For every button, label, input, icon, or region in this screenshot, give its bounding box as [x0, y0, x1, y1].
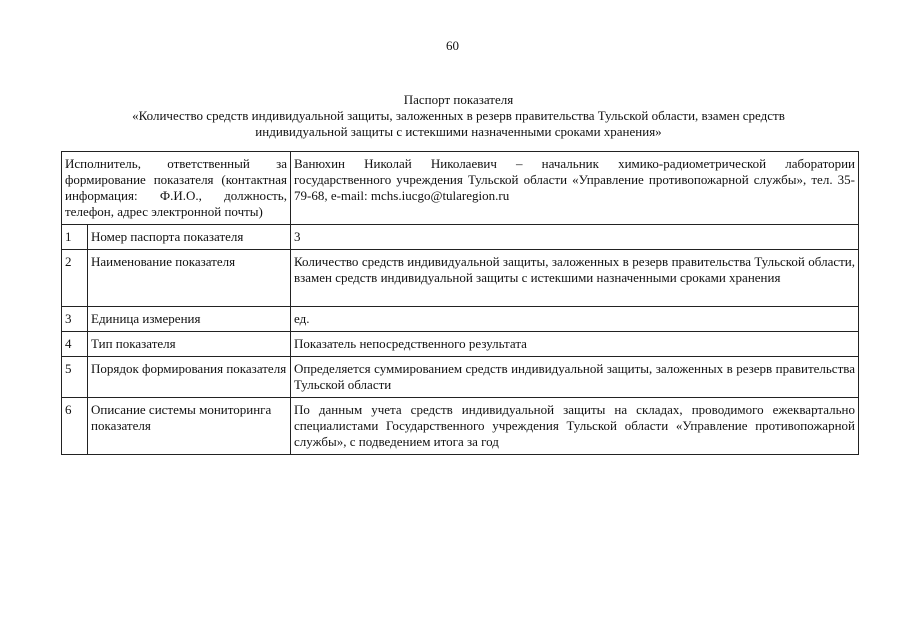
table-row — [62, 250, 859, 307]
row-number: 5 — [62, 357, 88, 398]
row-value: Показатель непосредственного результата — [291, 332, 859, 357]
title-line-2: «Количество средств индивидуальной защиты, заложенных в резерв правительства Тульской области, взамен средств — [132, 108, 785, 123]
passport-table — [61, 151, 859, 455]
table-row — [62, 357, 859, 398]
title-line-1: Паспорт показателя — [403, 92, 514, 107]
executor-value: Ванюхин Николай Николаевич – начальник химико-радиометрической лаборатории государственного учреждения Тульской области «Управление противопожарной службы», тел. 35-79-68, e-mail: mchs.iucgo@tularegion.ru — [291, 152, 859, 225]
row-label: Номер паспорта показателя — [88, 225, 291, 250]
row-number: 2 — [62, 250, 88, 307]
table-row — [62, 307, 859, 332]
row-number: 4 — [62, 332, 88, 357]
document-title — [60, 92, 857, 140]
row-label: Единица измерения — [88, 307, 291, 332]
row-value: ед. — [291, 307, 859, 332]
row-value: 3 — [291, 225, 859, 250]
row-number: 1 — [62, 225, 88, 250]
executor-label: Исполнитель, ответственный за формирование показателя (контактная информация: Ф.И.О., должность, телефон, адрес электронной почты) — [62, 152, 291, 225]
table-row — [62, 225, 859, 250]
title-line-3: индивидуальной защиты с истекшими назначенными сроками хранения» — [255, 124, 662, 139]
row-label: Наименование показателя — [88, 250, 291, 307]
row-label: Порядок формирования показателя — [88, 357, 291, 398]
table-row — [62, 332, 859, 357]
row-label: Тип показателя — [88, 332, 291, 357]
row-value: Определяется суммированием средств индивидуальной защиты, заложенных в резерв правительства Тульской области — [291, 357, 859, 398]
table-row-executor — [62, 152, 859, 225]
page-number: 60 — [446, 38, 459, 53]
row-number: 6 — [62, 398, 88, 455]
table-row — [62, 398, 859, 455]
row-number: 3 — [62, 307, 88, 332]
row-label: Описание системы мониторинга показателя — [88, 398, 291, 455]
row-value: Количество средств индивидуальной защиты, заложенных в резерв правительства Тульской области, взамен средств индивидуальной защиты с истекшими назначенными сроками хранения — [291, 250, 859, 307]
row-value: По данным учета средств индивидуальной защиты на складах, проводимого ежеквартально специалистами Государственного учреждения Тульской области «Управление противопожарной службы», с подведением итога за год — [291, 398, 859, 455]
